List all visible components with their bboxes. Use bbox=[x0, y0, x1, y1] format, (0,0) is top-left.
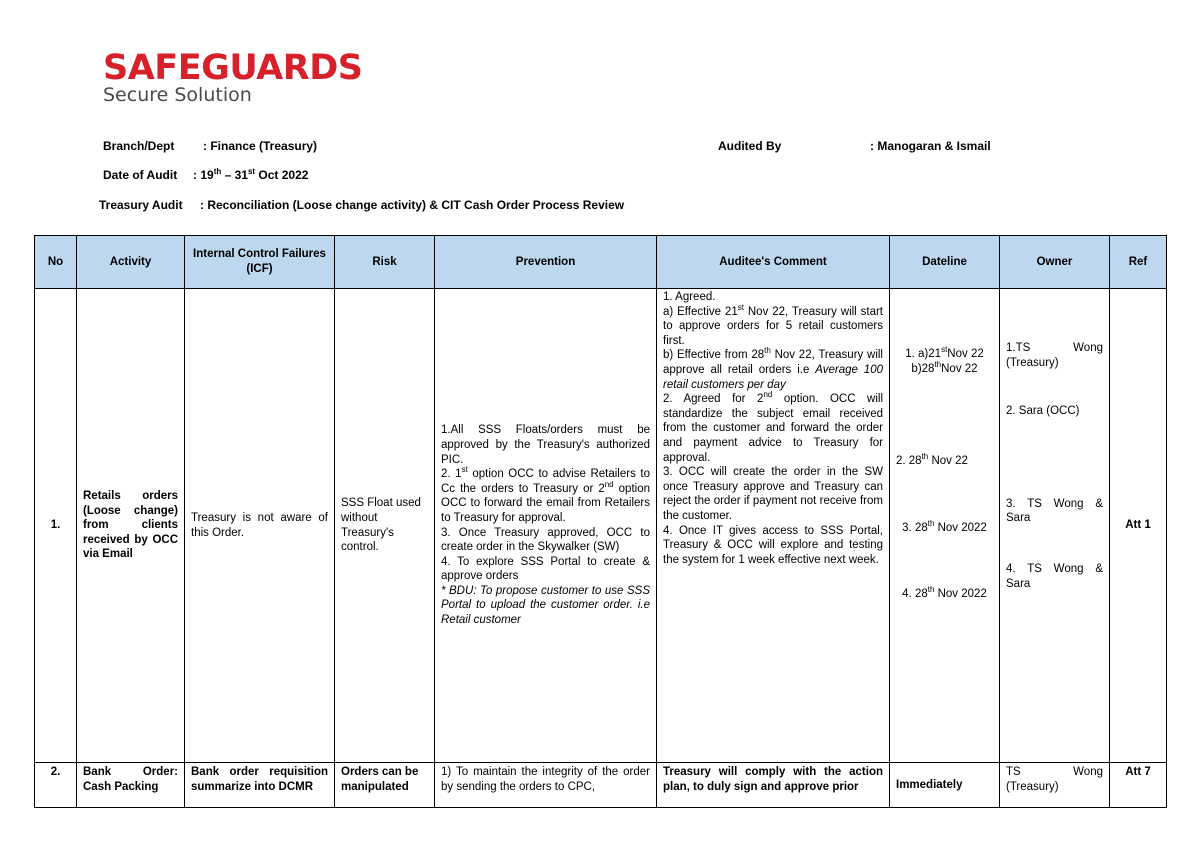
prevention-item: 4. To explore SSS Portal to create & approve orders bbox=[441, 555, 650, 583]
header-owner: Owner bbox=[1000, 236, 1110, 289]
row2-icf: Bank order requisition summarize into DCMR bbox=[185, 763, 335, 808]
dateline-item: b)28thNov 22 bbox=[911, 359, 978, 375]
header-risk: Risk bbox=[335, 236, 435, 289]
company-logo bbox=[103, 50, 362, 106]
dateline-item: 3. 28th Nov 2022 bbox=[902, 518, 987, 534]
branch-label: Branch/Dept bbox=[103, 139, 175, 153]
comment-item: 1. Agreed. bbox=[663, 291, 716, 303]
header-dateline: Dateline bbox=[890, 236, 1000, 289]
owner-item: 3. TS Wong & Sara bbox=[1006, 497, 1103, 525]
prevention-item: 1.All SSS Floats/orders must be approved by the Treasury's authorized PIC. bbox=[441, 424, 650, 466]
row1-icf: Treasury is not aware of this Order. bbox=[185, 289, 335, 763]
header-activity: Activity bbox=[77, 236, 185, 289]
logo-subtitle: Secure Solution bbox=[103, 84, 252, 106]
owner-item: 1.TS Wong (Treasury) bbox=[1006, 342, 1103, 369]
comment-item: 3. OCC will create the order in the SW once Treasury approve and Treasury can reject the order if payment not receive from the customer. bbox=[663, 466, 883, 522]
row1-ref: Att 1 bbox=[1110, 289, 1167, 763]
dateline-item: 1. a)21stNov 22 bbox=[905, 345, 984, 360]
date-label: Date of Audit bbox=[103, 168, 178, 182]
row2-comment: Treasury will comply with the action plan, to duly sign and approve prior bbox=[657, 763, 890, 808]
logo-title: SAFEGUARDS bbox=[103, 48, 363, 88]
row1-prevention bbox=[435, 289, 657, 763]
audit-label: Treasury Audit bbox=[99, 198, 183, 212]
row2-owner: TS Wong (Treasury) bbox=[1000, 763, 1110, 808]
row1-risk: SSS Float used without Treasury's control. bbox=[335, 289, 435, 763]
audit-table bbox=[34, 235, 1167, 808]
comment-item: b) Effective from 28th Nov 22, Treasury will approve all retail orders i.e Average 100 retail customers per day bbox=[663, 346, 883, 391]
owner-item: 2. Sara (OCC) bbox=[1006, 405, 1080, 418]
row2-activity: Bank Order: Cash Packing bbox=[77, 763, 185, 808]
audited-by-label: Audited By bbox=[718, 139, 782, 153]
row2-ref: Att 7 bbox=[1110, 763, 1167, 808]
row2-no: 2. bbox=[35, 763, 77, 808]
comment-item: a) Effective 21st Nov 22, Treasury will start to approve orders for 5 retail customers first. bbox=[663, 302, 884, 347]
comment-item: 2. Agreed for 2nd option. OCC will standardize the subject email received from the customer and forward the order and payment advice to Treasury for approval. bbox=[663, 390, 883, 464]
row1-owner bbox=[1000, 289, 1110, 763]
header-comment: Auditee's Comment bbox=[657, 236, 890, 289]
table-header-row bbox=[35, 236, 1167, 289]
row1-comment bbox=[657, 289, 890, 763]
header-ref: Ref bbox=[1110, 236, 1167, 289]
row2-dateline: Immediately bbox=[890, 763, 1000, 808]
owner-item: 4. TS Wong & Sara bbox=[1006, 562, 1103, 590]
row1-activity: Retails orders (Loose change) from clients received by OCC via Email bbox=[77, 289, 185, 763]
prevention-item: 3. Once Treasury approved, OCC to create order in the Skywalker (SW) bbox=[441, 526, 650, 554]
table-row bbox=[35, 763, 1167, 808]
prevention-note: * BDU: To propose customer to use SSS Portal to upload the customer order. i.e Retail customer bbox=[441, 584, 650, 627]
row2-risk: Orders can be manipulated bbox=[335, 763, 435, 808]
comment-item: 4. Once IT gives access to SSS Portal, Treasury & OCC will explore and testing the system for 1 week effective next week. bbox=[663, 524, 883, 566]
date-value: : 19th – 31st Oct 2022 bbox=[193, 167, 309, 182]
prevention-item: 2. 1st option OCC to advise Retailers to Cc the orders to Treasury or 2nd option OCC to forward the email from Retailers to Treasury for approval. bbox=[441, 465, 651, 524]
table-row bbox=[35, 289, 1167, 763]
header-no: No bbox=[35, 236, 77, 289]
row1-no: 1. bbox=[35, 289, 77, 763]
audit-value: : Reconciliation (Loose change activity) & CIT Cash Order Process Review bbox=[200, 198, 625, 212]
audited-by-value: : Manogaran & Ismail bbox=[870, 139, 991, 153]
dateline-item: 4. 28th Nov 2022 bbox=[902, 585, 987, 601]
header-prevention: Prevention bbox=[435, 236, 657, 289]
dateline-item: 2. 28th Nov 22 bbox=[896, 452, 968, 468]
row2-prevention: 1) To maintain the integrity of the order by sending the orders to CPC, bbox=[435, 763, 657, 808]
header-icf: Internal Control Failures (ICF) bbox=[185, 236, 335, 289]
branch-value: : Finance (Treasury) bbox=[203, 139, 318, 153]
row1-dateline bbox=[890, 289, 1000, 763]
